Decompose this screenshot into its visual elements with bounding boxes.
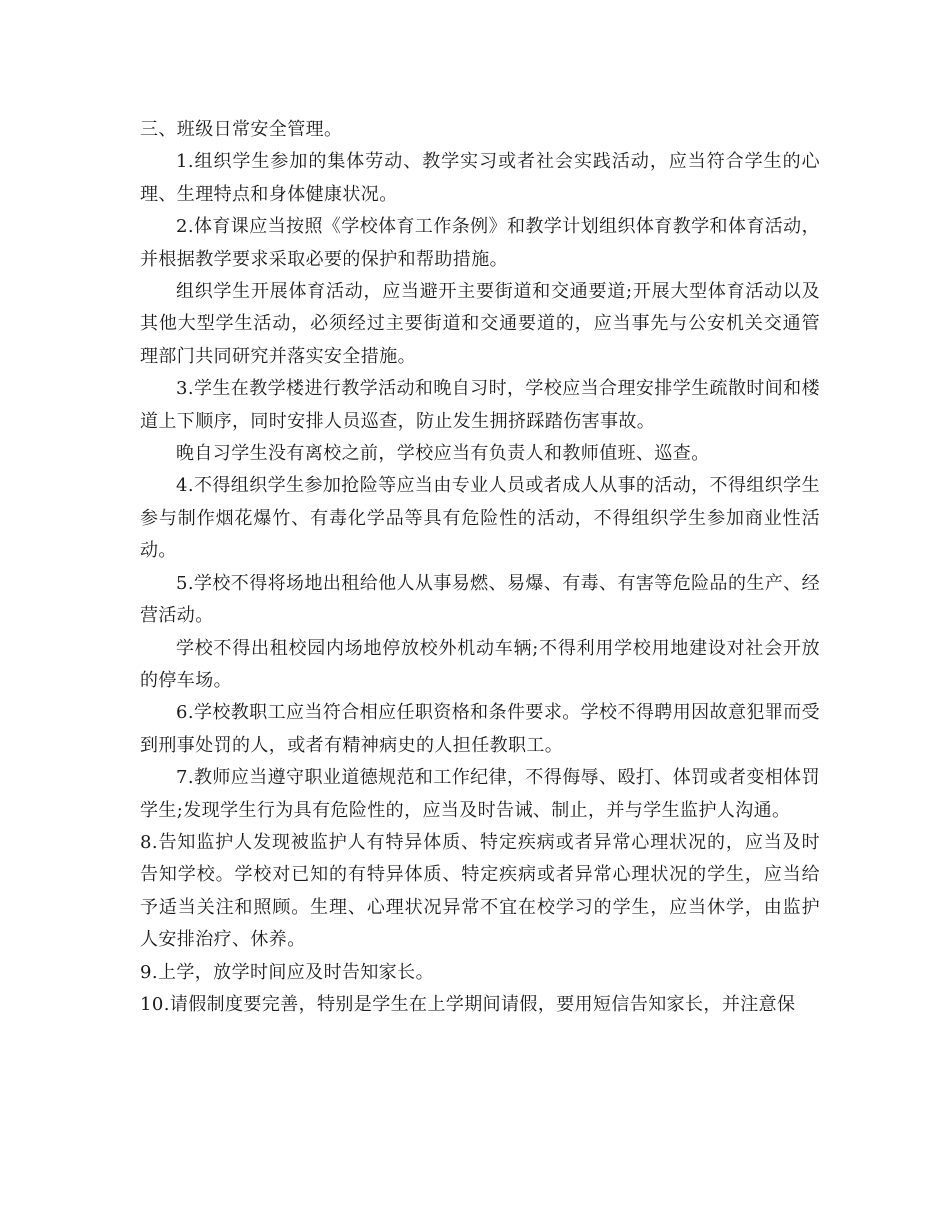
document-body — [140, 114, 820, 1021]
paragraph-item-6: 6.学校教职工应当符合相应任职资格和条件要求。学校不得聘用因故意犯罪而受到刑事处罚的人，或者有精神病史的人担任教职工。 — [140, 702, 820, 756]
paragraph-item-2: 2.体育课应当按照《学校体育工作条例》和教学计划组织体育教学和体育活动，并根据教学要求采取必要的保护和帮助措施。 — [140, 216, 820, 270]
paragraph-item-10: 10.请假制度要完善，特别是学生在上学期间请假，要用短信告知家长，并注意保 — [140, 993, 796, 1015]
paragraph-item-5: 5.学校不得将场地出租给他人从事易燃、易爆、有毒、有害等危险品的生产、经营活动。 — [140, 572, 820, 627]
paragraph-evening-study: 晚自习学生没有离校之前，学校应当有负责人和教师值班、巡查。 — [176, 443, 710, 465]
paragraph-item-7: 7.教师应当遵守职业道德规范和工作纪律，不得侮辱、殴打、体罚或者变相体罚学生;发现学生行为具有危险性的，应当及时告诫、制止，并与学生监护人沟通。 — [140, 767, 820, 821]
paragraph-item-3: 3.学生在教学楼进行教学活动和晚自习时，学校应当合理安排学生疏散时间和楼道上下顺序，同时安排人员巡查，防止发生拥挤踩踏伤害事故。 — [140, 378, 820, 432]
paragraph-parking: 学校不得出租校园内场地停放校外机动车辆;不得利用学校用地建设对社会开放的停车场。 — [140, 637, 820, 691]
section-heading: 三、班级日常安全管理。 — [140, 119, 343, 140]
paragraph-item-8: 8.告知监护人发现被监护人有特异体质、特定疾病或者异常心理状况的，应当及时告知学校。学校对已知的有特异体质、特定疾病或者异常心理状况的学生，应当给予适当关注和照顾。生理、心理状况异常不宜在校学习的学生，应当休学，由监护人安排治疗、休养。 — [140, 831, 820, 951]
paragraph-item-9: 9.上学，放学时间应及时告知家长。 — [140, 961, 434, 983]
paragraph-item-4: 4.不得组织学生参加抢险等应当由专业人员或者成人从事的活动，不得组织学生参与制作烟花爆竹、有毒化学品等具有危险性的活动，不得组织学生参加商业性活动。 — [140, 475, 820, 562]
paragraph-sports-activities: 组织学生开展体育活动，应当避开主要街道和交通要道;开展大型体育活动以及其他大型学生活动，必须经过主要街道和交通要道的，应当事先与公安机关交通管理部门共同研究并落实安全措施。 — [140, 281, 820, 367]
paragraph-item-1: 1.组织学生参加的集体劳动、教学实习或者社会实践活动，应当符合学生的心理、生理特点和身体健康状况。 — [140, 151, 820, 205]
